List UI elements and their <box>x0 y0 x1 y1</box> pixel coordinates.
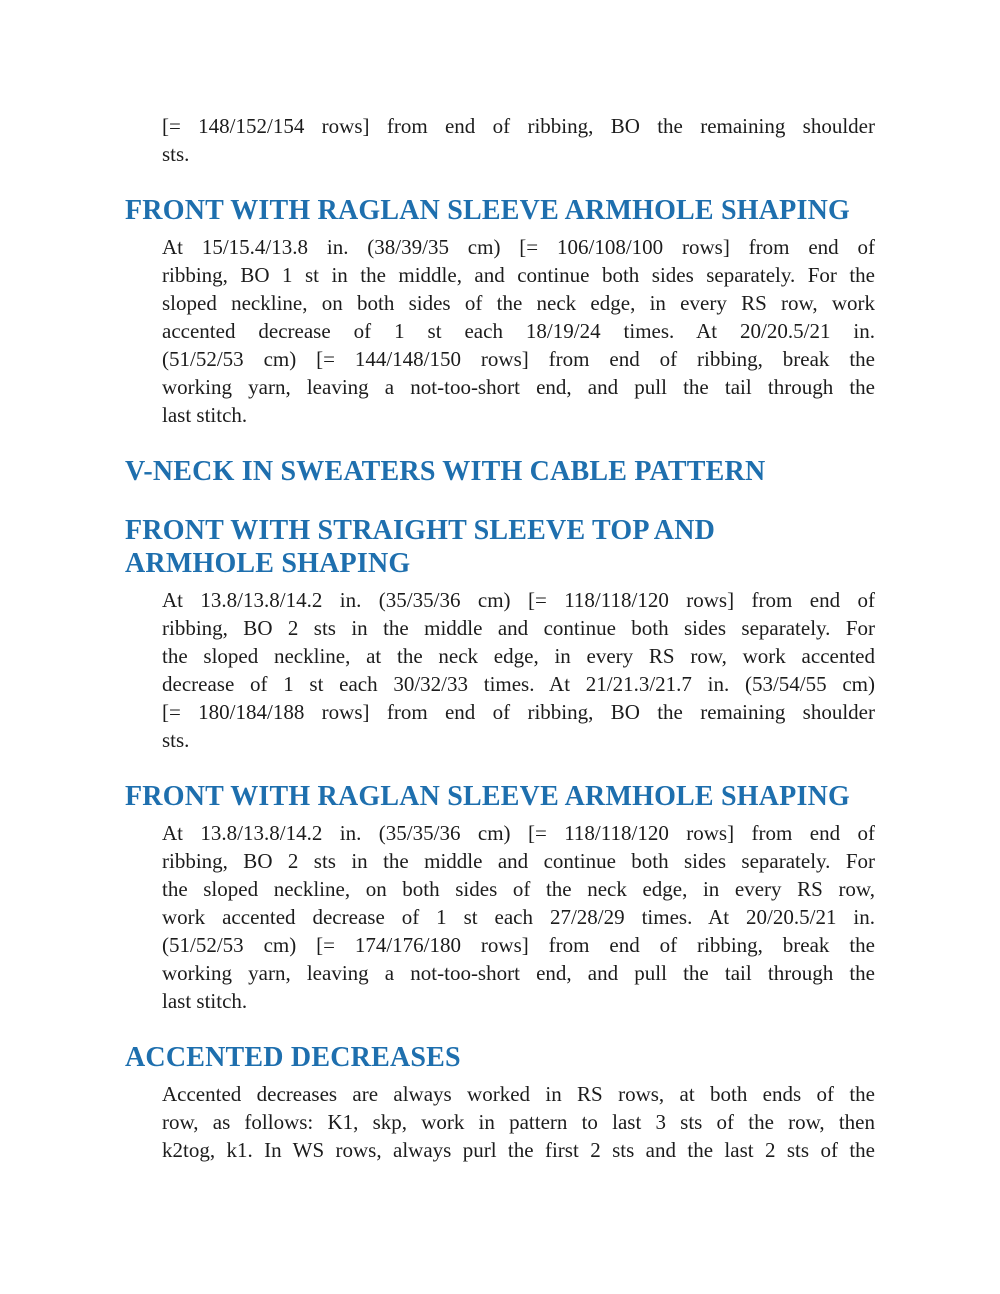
heading-line: ACCENTED DECREASES <box>125 1042 461 1073</box>
paragraph-line: sts. <box>162 728 190 752</box>
paragraph-line: Accented decreases are always worked in RS rows, at both ends of the <box>162 1082 875 1106</box>
paragraph-continued <box>162 112 875 168</box>
paragraph-line: last stitch. <box>162 403 248 427</box>
paragraph-line: decrease of 1 st each 30/32/33 times. At 21/21.3/21.7 in. (53/54/55 cm) <box>162 672 875 696</box>
heading-line: FRONT WITH RAGLAN SLEEVE ARMHOLE SHAPING <box>125 781 850 812</box>
paragraph-line: ribbing, BO 1 st in the middle, and continue both sides separately. For the <box>162 263 875 287</box>
heading-accented-decreases <box>125 1041 875 1074</box>
paragraph-line: At 13.8/13.8/14.2 in. (35/35/36 cm) [= 118/118/120 rows] from end of <box>162 588 875 612</box>
paragraph-line: work accented decrease of 1 st each 27/28/29 times. At 20/20.5/21 in. <box>162 905 875 929</box>
paragraph-line: working yarn, leaving a not-too-short end, and pull the tail through the <box>162 961 875 985</box>
paragraph-line: the sloped neckline, at the neck edge, in every RS row, work accented <box>162 644 875 668</box>
heading-front-raglan-armhole-2 <box>125 780 875 813</box>
paragraph-line: the sloped neckline, on both sides of the neck edge, in every RS row, <box>162 877 875 901</box>
paragraph-line: At 13.8/13.8/14.2 in. (35/35/36 cm) [= 118/118/120 rows] from end of <box>162 821 875 845</box>
paragraph-line: [= 180/184/188 rows] from end of ribbing, BO the remaining shoulder <box>162 700 875 724</box>
paragraph-line: working yarn, leaving a not-too-short end, and pull the tail through the <box>162 375 875 399</box>
paragraph-accented-decreases <box>162 1080 875 1164</box>
paragraph-line: [= 148/152/154 rows] from end of ribbing, BO the remaining shoulder <box>162 114 875 138</box>
paragraph-front-raglan-2 <box>162 819 875 1015</box>
paragraph-line: accented decrease of 1 st each 18/19/24 times. At 20/20.5/21 in. <box>162 319 875 343</box>
paragraph-line: sloped neckline, on both sides of the neck edge, in every RS row, work <box>162 291 875 315</box>
heading-line: FRONT WITH RAGLAN SLEEVE ARMHOLE SHAPING <box>125 195 850 226</box>
paragraph-front-straight-sleeve <box>162 586 875 754</box>
paragraph-line: ribbing, BO 2 sts in the middle and continue both sides separately. For <box>162 616 875 640</box>
paragraph-line: At 15/15.4/13.8 in. (38/39/35 cm) [= 106/108/100 rows] from end of <box>162 235 875 259</box>
paragraph-line: ribbing, BO 2 sts in the middle and continue both sides separately. For <box>162 849 875 873</box>
paragraph-line: sts. <box>162 142 190 166</box>
heading-front-straight-sleeve <box>125 514 875 580</box>
heading-v-neck-cable-pattern <box>125 455 875 488</box>
paragraph-front-raglan-1 <box>162 233 875 429</box>
paragraph-line: row, as follows: K1, skp, work in pattern to last 3 sts of the row, then <box>162 1110 875 1134</box>
paragraph-line: (51/52/53 cm) [= 144/148/150 rows] from end of ribbing, break the <box>162 347 875 371</box>
paragraph-line: last stitch. <box>162 989 248 1013</box>
heading-line: ARMHOLE SHAPING <box>125 548 411 579</box>
heading-front-raglan-armhole-1 <box>125 194 875 227</box>
heading-line: FRONT WITH STRAIGHT SLEEVE TOP AND <box>125 515 716 546</box>
paragraph-line: (51/52/53 cm) [= 174/176/180 rows] from end of ribbing, break the <box>162 933 875 957</box>
heading-line: V-NECK IN SWEATERS WITH CABLE PATTERN <box>125 456 766 487</box>
paragraph-line: k2tog, k1. In WS rows, always purl the first 2 sts and the last 2 sts of the <box>162 1138 875 1162</box>
